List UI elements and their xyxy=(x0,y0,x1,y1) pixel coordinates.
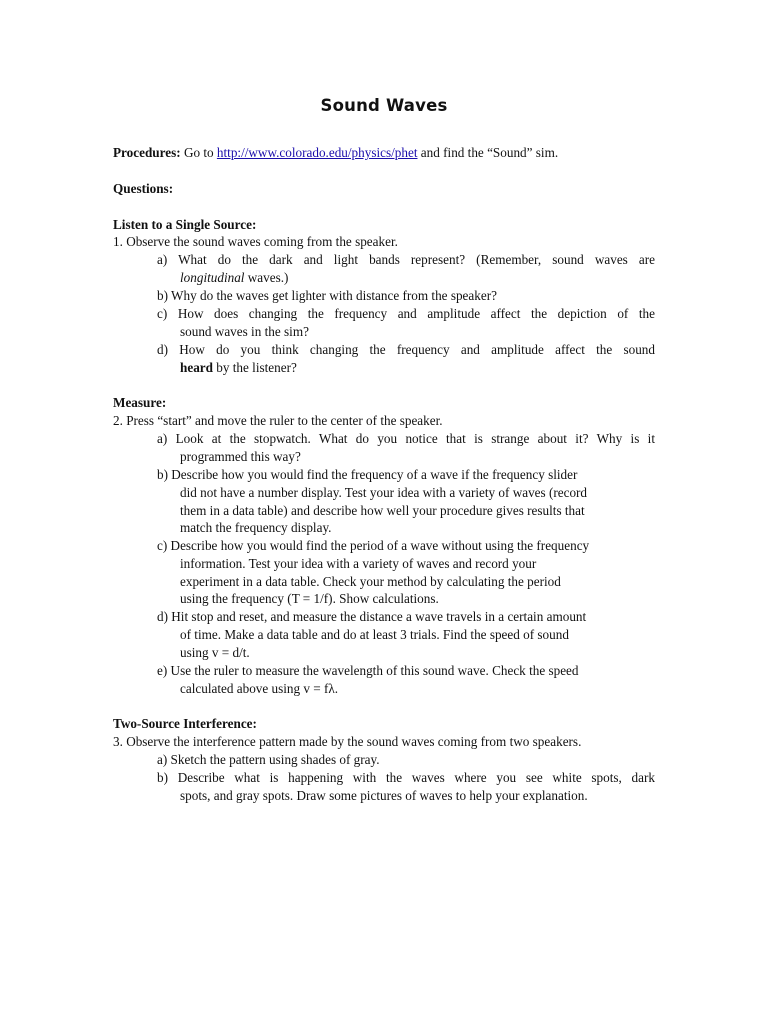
question-1d-line-2 xyxy=(157,359,655,377)
question-2d-line-3: using v = d/t. xyxy=(180,644,250,660)
question-1: 1. Observe the sound waves coming from the speaker. xyxy=(113,234,398,249)
procedures-text-after: and find the “Sound” sim. xyxy=(420,145,559,160)
question-1a-line-1: a) What do the dark and light bands represent? (Remember, sound waves are xyxy=(157,252,655,267)
question-2d-line-1: d) Hit stop and reset, and measure the distance a wave travels in a certain amount xyxy=(157,609,587,624)
question-1b-line-1: b) Why do the waves get lighter with distance from the speaker? xyxy=(157,288,497,303)
question-2c-line-3: experiment in a data table. Check your method by calculating the period xyxy=(180,573,561,589)
procedures-line xyxy=(113,144,558,161)
question-3a xyxy=(157,751,655,769)
question-2b-line-2: did not have a number display. Test your idea with a variety of waves (record xyxy=(180,484,588,500)
question-1b xyxy=(157,287,655,305)
question-3b-line-1: b) Describe what is happening with the waves where you see white spots, dark xyxy=(157,770,655,785)
section-heading-single-source: Listen to a Single Source: xyxy=(113,217,257,232)
question-1a xyxy=(157,251,655,287)
question-2c-line-2: information. Test your idea with a variety of waves and record your xyxy=(180,555,537,571)
section-heading-two-source: Two-Source Interference: xyxy=(113,716,257,731)
bold-term: heard xyxy=(180,359,213,375)
document-title: Sound Waves xyxy=(320,96,448,115)
questions-heading: Questions: xyxy=(113,181,174,196)
question-2a-line-1: a) Look at the stopwatch. What do you notice that is strange about it? Why is it xyxy=(157,431,655,446)
question-2b-line-3: them in a data table) and describe how well your procedure gives results that xyxy=(180,502,585,518)
italic-term: longitudinal xyxy=(180,269,245,285)
question-2c xyxy=(157,537,655,608)
question-2d xyxy=(157,608,655,661)
question-1d-line-1: d) How do you think changing the frequency and amplitude affect the sound xyxy=(157,342,655,357)
question-2c-line-1: c) Describe how you would find the period of a wave without using the frequency xyxy=(157,538,590,553)
question-1c-line-2: sound waves in the sim? xyxy=(180,323,309,339)
question-1c xyxy=(157,305,655,341)
question-2b-line-1: b) Describe how you would find the frequency of a wave if the frequency slider xyxy=(157,467,578,482)
question-2: 2. Press “start” and move the ruler to the center of the speaker. xyxy=(113,413,443,428)
question-2b-line-4: match the frequency display. xyxy=(180,520,332,536)
question-2e-line-2: calculated above using v = fλ. xyxy=(180,680,339,696)
question-1a-line-2 xyxy=(157,269,655,287)
procedures-label: Procedures: xyxy=(113,145,181,160)
question-2b xyxy=(157,466,655,537)
question-1d-rest: by the listener? xyxy=(216,359,297,375)
procedures-text-before: Go to xyxy=(183,145,214,160)
question-1a-rest: waves.) xyxy=(247,269,289,285)
phet-link[interactable]: http://www.colorado.edu/physics/phet xyxy=(216,145,418,160)
question-2d-line-2: of time. Make a data table and do at least 3 trials. Find the speed of sound xyxy=(180,626,569,642)
question-2e-line-1: e) Use the ruler to measure the wavelength of this sound wave. Check the speed xyxy=(157,663,579,678)
question-3: 3. Observe the interference pattern made by the sound waves coming from two speakers. xyxy=(113,734,582,749)
question-2e xyxy=(157,662,655,698)
question-3a-line-1: a) Sketch the pattern using shades of gray. xyxy=(157,752,380,767)
question-2c-line-4: using the frequency (T = 1/f). Show calculations. xyxy=(180,591,439,607)
question-3b-line-2: spots, and gray spots. Draw some pictures of waves to help your explanation. xyxy=(180,787,588,803)
question-2a-line-2: programmed this way? xyxy=(180,448,301,464)
question-3b xyxy=(157,769,655,805)
section-heading-measure: Measure: xyxy=(113,395,167,410)
question-1d xyxy=(157,341,655,377)
question-1c-line-1: c) How does changing the frequency and amplitude affect the depiction of the xyxy=(157,306,655,321)
question-2a xyxy=(157,430,655,466)
